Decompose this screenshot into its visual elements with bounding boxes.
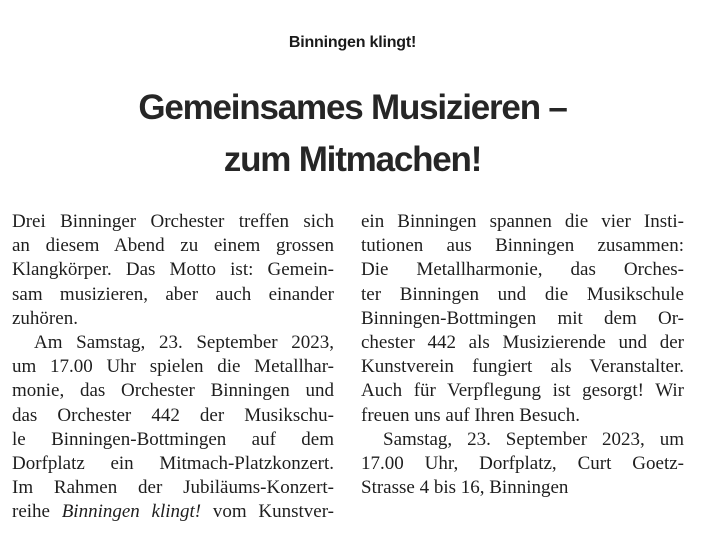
headline-line: zum Mitmachen! bbox=[223, 140, 482, 179]
kicker-heading: Binningen klingt! bbox=[288, 34, 417, 51]
text-line: le Binningen-Bottmingen auf dem bbox=[12, 428, 334, 450]
article-column-right bbox=[361, 210, 684, 500]
text-line: Kunstverein fungiert als Veranstalter. bbox=[361, 356, 684, 378]
article-headline bbox=[0, 82, 705, 186]
text-fragment: reihe bbox=[12, 501, 62, 523]
text-line: Klangkörper. Das Motto ist: Gemein- bbox=[12, 259, 334, 281]
headline-line: Gemeinsames Musizieren – bbox=[138, 88, 567, 127]
text-line: tutionen aus Binningen zusammen: bbox=[361, 235, 684, 257]
text-line: chester 442 als Musizierende und der bbox=[361, 332, 684, 354]
text-line: ein Binningen spannen die vier Insti- bbox=[361, 211, 684, 232]
text-line: monie, das Orchester Binningen und bbox=[12, 380, 334, 402]
text-line: Binningen-Bottmingen mit dem Or- bbox=[361, 307, 684, 329]
article-column-left bbox=[12, 210, 334, 525]
text-line: Strasse 4 bis 16, Binningen bbox=[361, 477, 569, 499]
text-line: um 17.00 Uhr spielen die Metallhar- bbox=[12, 356, 334, 378]
text-line: ter Binningen und die Musikschule bbox=[361, 283, 684, 305]
text-line: Auch für Verpflegung ist gesorgt! Wir bbox=[361, 380, 684, 402]
text-line bbox=[12, 500, 334, 524]
text-line: sam musizieren, aber auch einander bbox=[12, 283, 334, 305]
text-line: Samstag, 23. September 2023, um bbox=[383, 428, 684, 450]
event-series-name: Binningen klingt! bbox=[61, 501, 202, 523]
text-line: an diesem Abend zu einem grossen bbox=[12, 235, 334, 257]
text-line: Im Rahmen der Jubiläums-Konzert- bbox=[12, 477, 334, 499]
text-line: Dorfplatz ein Mitmach-Platzkonzert. bbox=[12, 453, 334, 475]
text-line: freuen uns auf Ihren Besuch. bbox=[361, 404, 580, 426]
text-fragment: vom Kunstver- bbox=[201, 501, 334, 523]
text-line: Drei Binninger Orchester treffen sich bbox=[12, 211, 334, 232]
text-line: Die Metallharmonie, das Orches- bbox=[361, 259, 684, 281]
text-line: 17.00 Uhr, Dorfplatz, Curt Goetz- bbox=[361, 453, 684, 475]
text-line: Am Samstag, 23. September 2023, bbox=[34, 332, 334, 354]
text-line: zuhören. bbox=[12, 307, 78, 329]
text-line: das Orchester 442 der Musikschu- bbox=[12, 404, 334, 426]
